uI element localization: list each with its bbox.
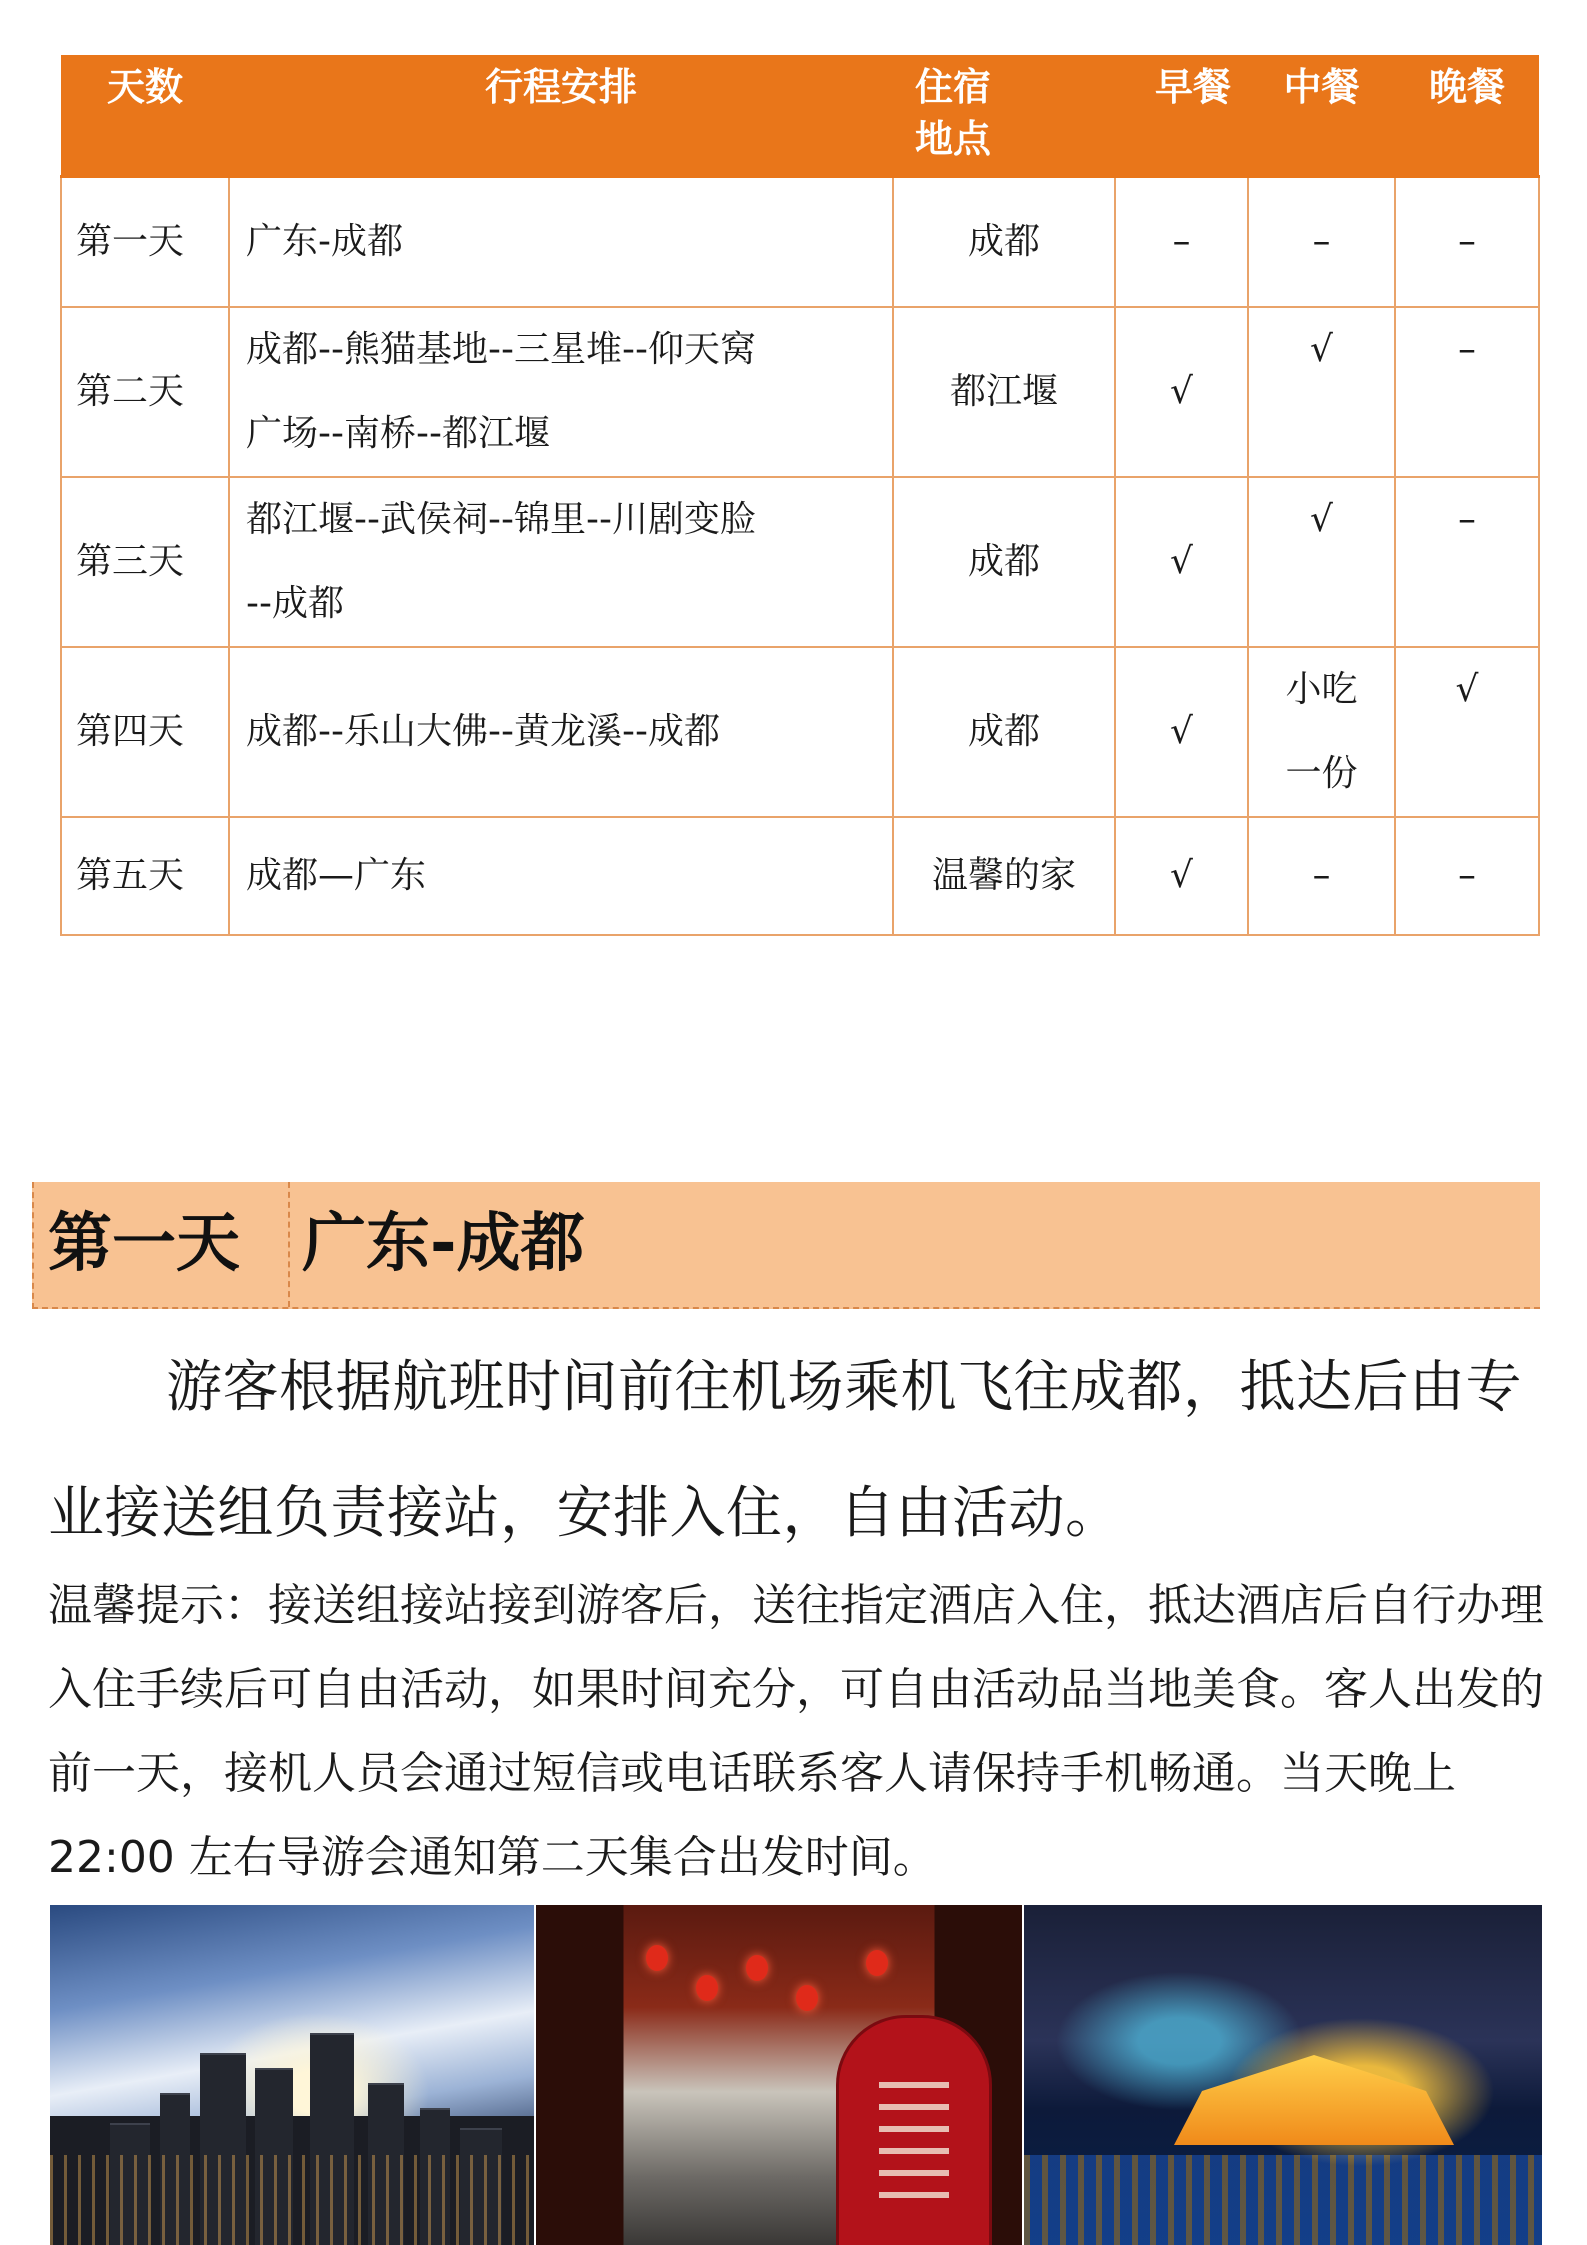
table-row	[61, 817, 1539, 935]
dinner-cell: √	[1395, 647, 1539, 817]
day1-intro: 游客根据航班时间前往机场乘机飞往成都，抵达后由专业接送组负责接站，安排入住，自由活动。	[48, 1355, 1522, 1546]
header-route: 行程安排	[229, 55, 893, 177]
ancient-street-photo	[536, 1905, 1022, 2245]
header-lunch: 中餐	[1248, 55, 1395, 177]
street-sign	[836, 2015, 992, 2245]
lantern-icon	[796, 1985, 818, 2011]
header-stay-line1: 住宿	[915, 65, 992, 109]
river-reflection	[1024, 2155, 1542, 2245]
day1-tip: 温馨提示：接送组接站接到游客后，送往指定酒店入住，抵达酒店后自行办理入住手续后可自由活动，如果时间充分，可自由活动品当地美食。客人出发的前一天，接机人员会通过短信或电话联系客人请保持手机畅通。当天晚上 22:00 左右导游会通知第二天集合出发时间。	[48, 1580, 1544, 1883]
lantern-icon	[746, 1955, 768, 1981]
day-cell: 第二天	[61, 307, 229, 477]
lunch-line: 一份	[1285, 752, 1358, 794]
route-cell	[229, 477, 893, 647]
table-row	[61, 647, 1539, 817]
lunch-cell: –	[1248, 817, 1395, 935]
header-dinner: 晚餐	[1395, 55, 1539, 177]
lantern-icon	[696, 1975, 718, 2001]
breakfast-cell: √	[1115, 307, 1248, 477]
route-cell: 广东-成都	[229, 177, 893, 307]
route-line: 广场--南桥--都江堰	[246, 412, 550, 454]
day-cell: 第三天	[61, 477, 229, 647]
itinerary-table	[60, 55, 1540, 936]
day-cell: 第一天	[61, 177, 229, 307]
day1-label: 第一天	[48, 1207, 240, 1281]
dinner-cell: –	[1395, 307, 1539, 477]
day1-title: 广东-成都	[302, 1207, 585, 1281]
breakfast-cell: √	[1115, 647, 1248, 817]
lunch-cell: √	[1248, 307, 1395, 477]
city-lights	[50, 2155, 534, 2245]
lunch-cell: √	[1248, 477, 1395, 647]
stay-cell: 温馨的家	[893, 817, 1115, 935]
breakfast-cell: √	[1115, 817, 1248, 935]
route-line: --成都	[246, 582, 344, 624]
header-day: 天数	[61, 55, 229, 177]
table-row	[61, 177, 1539, 307]
breakfast-cell: –	[1115, 177, 1248, 307]
lit-bridge	[1174, 2055, 1454, 2145]
breakfast-cell: √	[1115, 477, 1248, 647]
stay-cell: 成都	[893, 647, 1115, 817]
day1-heading	[32, 1182, 1540, 1309]
stay-cell: 成都	[893, 177, 1115, 307]
header-breakfast: 早餐	[1115, 55, 1248, 177]
table-row	[61, 477, 1539, 647]
day-cell: 第五天	[61, 817, 229, 935]
lantern-icon	[866, 1950, 888, 1976]
night-bridge-photo	[1024, 1905, 1542, 2245]
lantern-icon	[646, 1945, 668, 1971]
dinner-cell: –	[1395, 477, 1539, 647]
route-line: 都江堰--武侯祠--锦里--川剧变脸	[246, 498, 756, 540]
header-stay-line2: 地点	[915, 117, 992, 161]
route-line: 成都--熊猫基地--三星堆--仰天窝	[246, 328, 756, 370]
city-skyline-photo	[50, 1905, 534, 2245]
lunch-cell: –	[1248, 177, 1395, 307]
dinner-cell: –	[1395, 817, 1539, 935]
header-stay	[893, 55, 1115, 177]
stay-cell: 成都	[893, 477, 1115, 647]
lunch-line: 小吃	[1285, 668, 1358, 710]
stay-cell: 都江堰	[893, 307, 1115, 477]
route-cell: 成都--乐山大佛--黄龙溪--成都	[229, 647, 893, 817]
heading-divider	[288, 1182, 290, 1307]
table-row	[61, 307, 1539, 477]
dinner-cell: –	[1395, 177, 1539, 307]
table-header-row	[61, 55, 1539, 177]
route-cell	[229, 307, 893, 477]
lunch-cell	[1248, 647, 1395, 817]
day-cell: 第四天	[61, 647, 229, 817]
route-cell: 成都—广东	[229, 817, 893, 935]
